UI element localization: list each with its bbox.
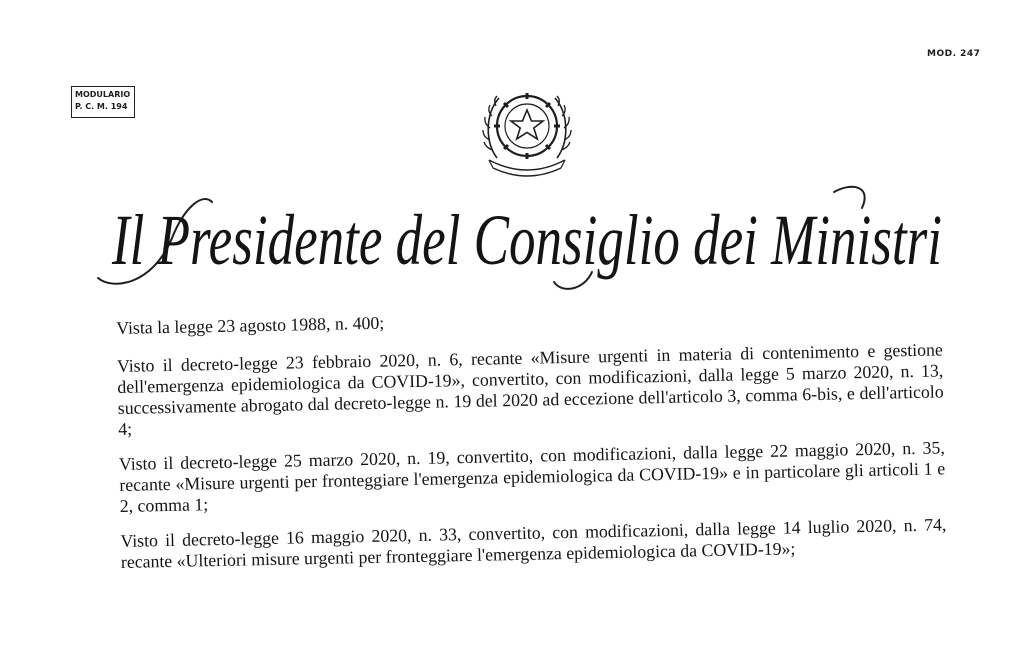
modulario-line-2: P. C. M. 194 <box>75 102 128 111</box>
paragraph-1: Vista la legge 23 agosto 1988, n. 400; <box>116 312 385 338</box>
document-body <box>116 301 947 587</box>
president-title-heading <box>92 178 962 296</box>
president-title-text: Il Presidente del Consiglio dei Ministri <box>111 200 942 280</box>
italian-republic-emblem-icon <box>479 80 575 182</box>
mod-code: MOD. 247 <box>927 49 981 59</box>
paragraph-2: Visto il decreto-legge 23 febbraio 2020, n. 6, recante «Misure urgenti in materia di contenimento e gestione dell'emergenza epidemiologica da COVID-19», convertito, con modificazioni, dalla legge 5 marzo 2020, n. 13, successivamente abrogato dal decreto-legge n. 19 del 2020 ad eccezione dell'articolo 3, comma 6-bis, e dell'articolo 4; <box>116 339 944 439</box>
paragraph-4: Visto il decreto-legge 16 maggio 2020, n. 33, convertito, con modificazioni, dalla legge 14 luglio 2020, n. 74, recante «Ulteriori misure urgenti per fronteggiare l'emergenza epidemiologica da COVID-19»; <box>120 514 947 572</box>
modulario-box <box>71 86 135 118</box>
modulario-line-1: MODULARIO <box>75 90 131 99</box>
paragraph-3: Visto il decreto-legge 25 marzo 2020, n. 19, convertito, con modificazioni, dalla legge 22 maggio 2020, n. 35, recante «Misure urgenti per fronteggiare l'emergenza epidemiologica da COVID-19» e in particolare gli articoli 1 e 2, comma 1; <box>118 437 946 516</box>
